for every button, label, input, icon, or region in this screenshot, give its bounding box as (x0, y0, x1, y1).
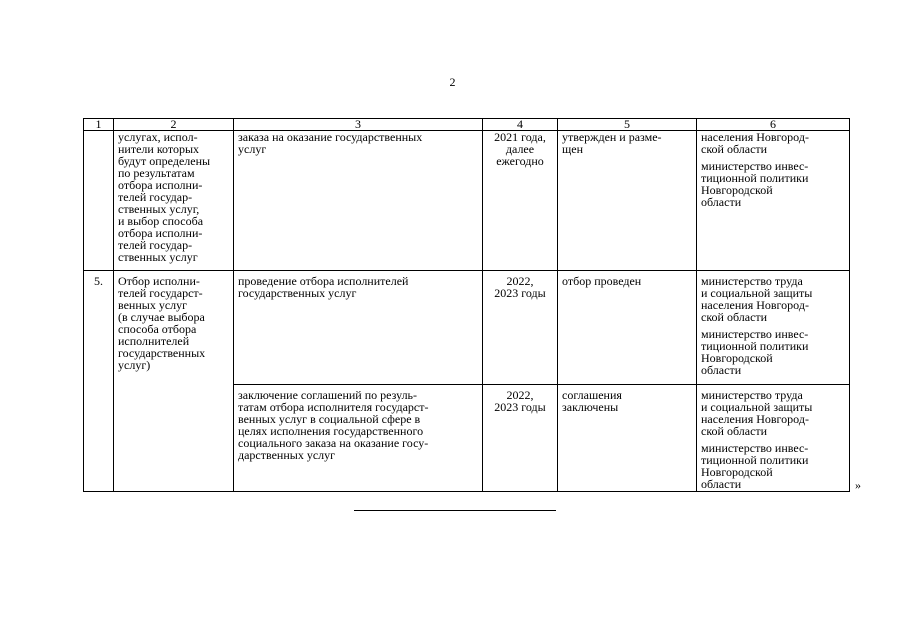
action-cell (234, 271, 483, 385)
table-row (84, 131, 850, 271)
action-cell (234, 385, 483, 492)
responsible-text: министерство инвес- тиционной политики Новгородской области (701, 159, 809, 209)
deadline-cell (483, 131, 558, 271)
responsible-text: министерство инвес- тиционной политики Новгородской области (701, 327, 809, 377)
result-cell (558, 385, 697, 492)
deadline-cell (483, 271, 558, 385)
separator-line (354, 510, 556, 511)
responsible-text: министерство инвес- тиционной политики Новгородской области (701, 441, 809, 491)
responsible-cell (697, 271, 850, 385)
measures-table (83, 117, 861, 492)
responsible-cell (697, 385, 861, 492)
header-row (84, 119, 850, 131)
header-col-6: 6 (697, 119, 850, 131)
result-text: отбор проведен (562, 274, 642, 288)
responsible-text: министерство труда и социальной защиты населения Новгород- ской области (701, 274, 813, 324)
header-col-3: 3 (234, 119, 483, 131)
responsible-cell (697, 131, 850, 271)
measure-name-text: Отбор исполни- телей государст- венных услуг (в случае выбора способа отбора исполнителей государственных услуг) (118, 274, 206, 372)
closing-quote: » (855, 478, 861, 492)
header-col-1: 1 (84, 119, 114, 131)
action-text: заказа на оказание государственных услуг (238, 130, 423, 156)
action-text: проведение отбора исполнителей государственных услуг (238, 274, 409, 300)
action-text: заключение соглашений по резуль- татам отбора исполнителя государст- венных услуг в социальной сфере в целях исполнения государственного социального заказа на оказание госу- дарственных услуг (238, 388, 429, 462)
measure-name-cell (114, 131, 234, 271)
action-cell (234, 131, 483, 271)
row-number: 5. (94, 274, 103, 288)
measure-name-text: услугах, испол- нители которых будут определены по результатам отбора исполни- телей государ- ственных услуг, и выбор способа отбора исполни- телей государ- ственных услуг (118, 130, 211, 264)
result-text: утвержден и разме- щен (562, 130, 662, 156)
header-col-5: 5 (558, 119, 697, 131)
table-row (84, 271, 850, 385)
deadline-cell (483, 385, 558, 492)
responsible-text: населения Новгород- ской области (701, 130, 809, 156)
deadline-text: 2022, 2023 годы (494, 388, 546, 414)
result-cell (558, 271, 697, 385)
page-number: 2 (449, 75, 456, 89)
row-number-cell (84, 271, 114, 492)
header-col-2: 2 (114, 119, 234, 131)
result-cell (558, 131, 697, 271)
deadline-text: 2021 года, далее ежегодно (494, 130, 546, 168)
header-col-4: 4 (483, 119, 558, 131)
row-number-cell (84, 131, 114, 271)
deadline-text: 2022, 2023 годы (494, 274, 546, 300)
measure-name-cell (114, 271, 234, 492)
responsible-text: министерство труда и социальной защиты населения Новгород- ской области (701, 388, 813, 438)
result-text: соглашения заключены (562, 388, 622, 414)
